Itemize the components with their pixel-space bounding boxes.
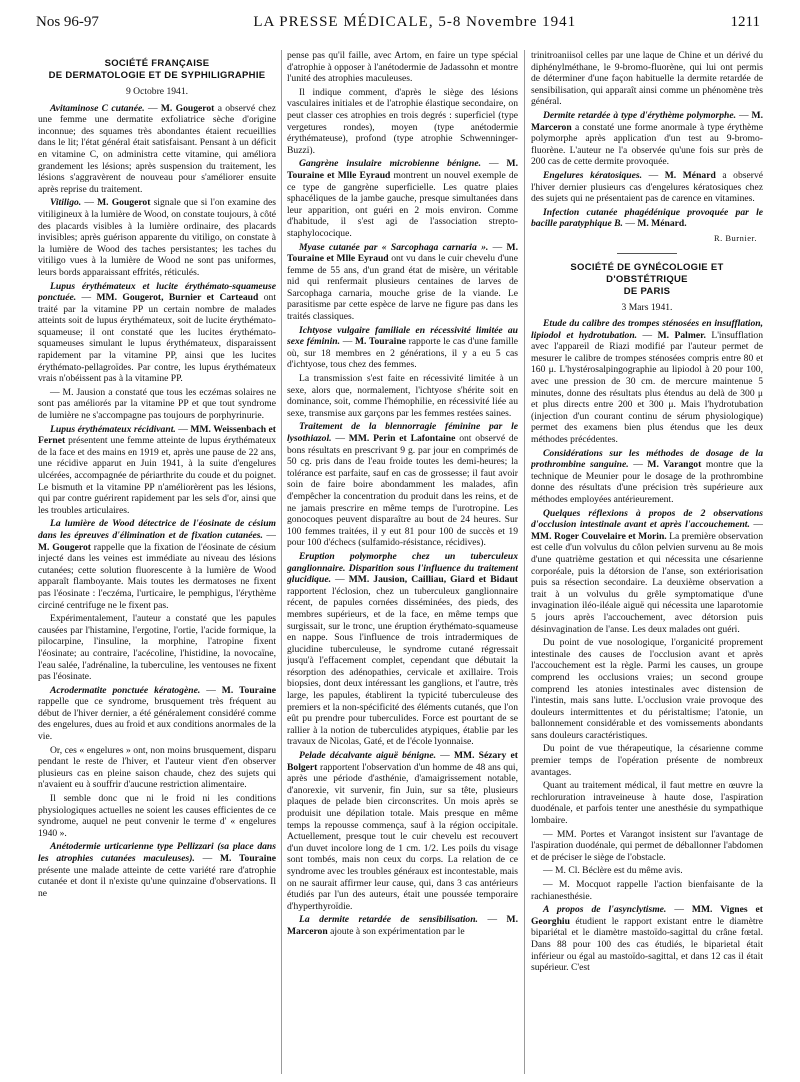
article-text: présentent une femme atteinte de lupus érythémateux de la face et des mains en 1919 et, après une pause de 22 ans, une récidive apparut en Juin 1941, à la suite d'engelures ulcérées, accompagnée de périarthrite du coude et du poignet. Le bismuth et la vitamine PP n'améliorèrent pas les lésions, qui par contre guérirent rapidement par les sels d'or, ainsi que les troubles articulaires. [38, 435, 276, 516]
article-text: rapporte le cas d'une famille où, sur 18 membres en 2 générations, il y a eu 5 cas d'ichtyose, tous chez des femmes. [287, 336, 518, 371]
article-text: rapportent l'éclosion, chez un tuberculeux ganglionnaire récent, de papules cornées disséminées, des pieds, des membres supérieurs, et de la face, en même temps que surgissait, sur le tronc, une éruption érythémato-squameuse en nappe. Sous l'influence de trois intradermiques de glucidine tuberculeuse, le syndrome cutané régressait jusqu'à l'effacement complet, cependant que débutait la résorption des adénopathies, cervicale et axillaire. Trois biopsies, dont deux intéressant les ganglions, et l'autre, très large, les papules, établirent la typicité tuberculeuse des premiers et la non-spécificité des éléments cutanés, que l'on eût pu prendre pour tuberculides. Force est pourtant de se rallier à la notion de tuberculides atypiques, établie par les travaux de Nicolas, Gaté, et de l'école lyonnaise. [287, 585, 518, 748]
article-paragraph: — MM. Portes et Varangot insistent sur l'avantage de l'aspiration duodénale, qui permet de déballonner l'abdomen et de préciser le siège de l'obstacle. [531, 828, 763, 863]
article-paragraph: Il semble donc que ni le froid ni les conditions physiologiques actuelles ne soient les causes efficientes de ce syndrome, auquel ne peut convenir le terme d' « engelures 1940 ». [38, 793, 276, 839]
article-author: M. Palmer. [657, 329, 706, 341]
article-text: ont observé de bons résultats en prescrivant 9 g. par jour en comprimés de 50 cg. pris dans de l'eau froide toutes les demi-heures; la tolérance est parfaite, sauf en cas de grossesse; il faut avoir soin de faire boire abondamment les malades, afin d'empêcher la concentration du produit dans les reins, et de ne jamais prescrire en même temps de l'urotropine. Les gonocoques peuvent disparaître au bout de 24 heures. Sur 100 femmes traitées, il y eut 81 pour 100 de succès et 19 pour 100 d'échecs (sulfamido-résistance, récidives). [287, 433, 518, 549]
article: Considérations sur les méthodes de dosage de la prothrombine sanguine. — M. Varangot montre que la technique de Meunier pour le dosage de la prothrombine donne des résultats d'une précision très supérieure aux méthodes employées antérieurement. [531, 447, 763, 505]
article-text: L'insufflation avec l'appareil de Riazi modifié par l'auteur permet de mesurer le calibre de trompes sténosées compris entre 80 et 160 μ. L'hystérosalpingographie au lipiodol à 20 pour 100, avec une pression de 30 cm. de mercure maintenue 5 minutes, donne des résultats plus étendus au delà de 300 μ et plus directs entre 200 et 300 μ. Mais l'hydrotubation (injection d'un courant continu de sérum physiologique) permet des examens bien plus étendus que les deux méthodes précédentes. [531, 329, 763, 446]
article-heading: Myase cutanée par « Sarcophaga carnaria ». [299, 241, 489, 253]
column-divider [524, 50, 525, 1074]
article-heading: Lupus érythémateux récidivant. [50, 423, 176, 435]
article-heading: Etude du calibre des trompes sténosées en insufflation, lipiodol et hydrotubation. [531, 318, 763, 341]
article-author: M. Touraine et Mlle Eyraud [287, 241, 518, 265]
article-text: rappelle que ce syndrome, brusquement très fréquent au début de l'hiver dernier, a été généralement considéré comme des engelures, dues au froid et aux conditions anormales de la vie. [38, 696, 276, 743]
article-text: signale que si l'on examine des vitiligineux à la lumière de Wood, on constate toujours, à côté des placards visibles à la lumière ordinaire, des placards invisibles; après guérison apparente du vitiligo, on constate à la lumière de Wood des taches persistantes; les taches du vitiligo vues à la lumière de Wood ne sont pas uniformes, leurs bords apparaissant effrités, réticulés. [38, 197, 276, 278]
article-heading: Traitement de la blennorragie féminine par le lysothiazol. [287, 421, 518, 444]
article-paragraph: Or, ces « engelures » ont, non moins brusquement, disparu pendant le reste de l'hiver, et l'auteur vient d'en observer plusieurs cas en pleine saison chaude, chez des sujets qui n'avaient eu à souffrir d'aucune restriction alimentaire. [38, 744, 276, 791]
article: Quelques réflexions à propos de 2 observations d'occlusion intestinale avant et après l'accouchement. — MM. Roger Couvelaire et Morin. La première observation est celle d'un volvulus du côlon pelvien survenu au 8e mois d'une quatrième gestation et qui nécessita une césarienne corporéale, puis la détorsion de l'anse, son extériorisation puis sa résection secondaire. La deuxième observation a trait à un volvulus du grêle symptomatique d'une invagination iléo-iléale aiguë qui nécessita une laparotomie 5 jours après l'accouchement, avec détorsion puis désinvagination de l'anse. Les deux malades ont guéri. [531, 507, 763, 635]
article-author: MM. Roger Couvelaire et Morin. [531, 530, 667, 542]
article-heading: Lupus érythémateux et lucite érythémato-squameuse ponctuée. [38, 280, 276, 304]
article-paragraph: trinitroaniisol celles par une laque de Chine et un dérivé du diphénylméthane, le 9-bromo-fluorène, qui lui ont permis de déterminer d'une façon habituelle la dermite retardée de sensibilisation, qui apparaît ainsi comme un phénomène très général. [531, 50, 763, 108]
article-author: M. Ménard [664, 169, 716, 181]
society-heading [531, 262, 763, 298]
article-heading: La lumière de Wood détectrice de l'éosinate de césium dans les épreuves d'élimination et de fixation cutanées. [38, 518, 276, 541]
article-author: M. Touraine [219, 853, 276, 864]
column-1 [38, 50, 276, 1078]
article: Avitaminose C cutanée. — M. Gougerot a observé chez une femme une dermatite exfoliatrice sèche d'origine inconnue; des squames très abondantes étaient recueillies dans le lit; l'état général était satisfaisant. Pensant à un déficit en vitamine C, on administra cette vitamine, qui améliora grandement les lésions; après suspension du traitement, les lésions s'aggravèrent de nouveau pour s'améliorer ensuite après reprise du traitement. [38, 102, 276, 195]
article: Engelures kératosiques. — M. Ménard a observé l'hiver dernier plusieurs cas d'engelures kératosiques chez des sujets qui ne présentaient pas de carence en vitamines. [531, 169, 763, 205]
article: Ichtyose vulgaire familiale en récessivité limitée au sexe féminin. — M. Touraine rapporte le cas d'une famille où, sur 18 membres en 2 générations, il y a eu 5 cas d'ichtyose, tous chez des femmes. [287, 324, 518, 371]
article-text: montre que la technique de Meunier pour le dosage de la prothrombine donne des résultats d'une précision très supérieure aux méthodes employées antérieurement. [531, 459, 763, 505]
article-heading: A propos de l'asynclytisme. [543, 904, 667, 916]
article-paragraph: Du point de vue thérapeutique, la césarienne comme premier temps de l'opération présente de nombreux avantages. [531, 743, 763, 778]
article-text: ajoute à son expérimentation par le [330, 925, 465, 937]
column-3 [531, 50, 763, 1078]
article: La dermite retardée de sensibilisation. — M. Marceron ajoute à son expérimentation par le [287, 914, 518, 937]
article-heading: Gangrène insulaire microbienne bénigne. [299, 158, 481, 170]
article: Pelade décalvante aiguë bénigne. — MM. Sézary et Bolgert rapportent l'observation d'un homme de 48 ans qui, après une période d'asthénie, d'amaigrissement notable, d'anorexie, vit survenir, fin Juin, sur sa tête, plusieurs plaques de pelade bien circonscrites. Un mois après se produisit une dépilation totale. Mais presque en même temps la repousse commença, sauf à la région occipitale. Actuellement, presque tout le cuir chevelu est recouvert d'un duvet incolore long de 1 cm. 1/2. Les poils du visage sont tombés, mais non ceux du corps. La relation de ce syndrome avec les troubles généraux est incontestable, mais on ne saurait affirmer leur cause, qui, dans 3 cas antérieurs étudiés par l'un des auteurs, était une poussée temporaire d'hyperthyroïdie. [287, 750, 518, 912]
article-paragraph: pense pas qu'il faille, avec Artom, en faire un type spécial d'atrophie à opposer à l'anétodermie de Jadassohn et montre l'unité des atrophies maculeuses. [287, 50, 518, 85]
article: Eruption polymorphe chez un tuberculeux ganglionnaire. Disparition sous l'influence du traitement glucidique. — MM. Jausion, Cailliau, Giard et Bidaut rapportent l'éclosion, chez un tuberculeux ganglionnaire récent, de papules cornées disséminées, des pieds, des membres supérieurs, et de la face, en même temps que surgissait, sur le tronc, une éruption érythémato-squameuse en nappe. Sous l'influence de trois intradermiques de glucidine tuberculeuse, le syndrome cutané régressait jusqu'à l'effacement complet, cependant que débutait la résorption des adénopathies, cervicale et axillaire. Trois biopsies, dont deux intéressant les ganglions, et l'autre, très large, les papules, établirent la typicité tuberculeuse des premiers et la non-spécificité des éléments cutanés, que l'on eût pu prendre pour tuberculides. Force est pourtant de se rallier à la notion de tuberculides atypiques, établie par les travaux de Nicolas, Gaté, et de l'école lyonnaise. [287, 550, 518, 748]
article: Gangrène insulaire microbienne bénigne. — M. Touraine et Mlle Eyraud montrent un nouvel exemple de ce type de gangrène superficielle. Les quatre plaies sphacéliques de la jambe gauche, presque simultanées dans leur apparition, ont guéri en 2 mois environ. Comme d'habitude, il s'est agi de l'association strepto-staphylococique. [287, 158, 518, 239]
article-author: M. Marceron [287, 914, 518, 937]
article: Lupus érythémateux et lucite érythémato-squameuse ponctuée. — MM. Gougerot, Burnier et Carteaud ont traité par la vitamine PP un certain nombre de malades atteints soit de lupus érythémateux, soit de lucite érythémato-squameuse; il ont constaté que les lucites érythémato-squameuses simulant le lupus érythémateux, disparaissent rapidement par la vitamine PP, ainsi que les lucites érythémato-pellagroïdes. Par contre, les lupus érythémateux vrais n'obéissent pas à la vitamine PP. [38, 280, 276, 385]
article-author: MM. Weissenbach et Fernet [38, 423, 276, 447]
section-separator [617, 253, 677, 254]
society-heading [38, 58, 276, 82]
article-text: étudient le rapport existant entre le diamètre bipariétal et le diamètre mastoïdo-sagittal du crâne fœtal. Dans 88 pour 100 des cas étudiés, le biparietal était inférieur ou égal au mastoïdo-sagittal, et dans 12 cas il était supérieur. C'est [531, 915, 763, 974]
article: Lupus érythémateux récidivant. — MM. Weissenbach et Fernet présentent une femme atteinte de lupus érythémateux de la face et des mains en 1919 et, après une pause de 22 ans, une récidive apparut en Juin 1941, à la suite d'engelures ulcérées, accompagnée de périarthrite du coude et du poignet. Le bismuth et la vitamine PP n'améliorèrent pas les lésions, qui par contre guérirent rapidement par les sels d'or, ainsi que les troubles articulaires. [38, 423, 276, 516]
article-paragraph: La transmission s'est faite en récessivité limitée à un sexe, alors que, normalement, l'ichtyose s'hérite soit en dominance, soit, comme l'hémophilie, en récessivité liée au sexe, transmise aux garçons par les femmes restées saines. [287, 373, 518, 419]
masthead [36, 8, 760, 36]
article-author: M. Varangot [647, 459, 702, 471]
article-text: ont vu dans le cuir chevelu d'une femme de 55 ans, d'un grand état de misère, un véritable nid qui renfermait plusieurs centaines de larves de Sarcophaga carnaria, mouche grise de la viande. Le parasitisme par cette espèce de larve ne figure pas dans les traités classiques. [287, 253, 518, 323]
article-text: montrent un nouvel exemple de ce type de gangrène superficielle. Les quatre plaies sphacéliques de la jambe gauche, presque simultanées dans leur apparition, ont guéri en 2 mois environ. Comme d'habitude, il s'est agi de l'association strepto-staphylococique. [287, 169, 518, 239]
article-author: M. Touraine [355, 336, 406, 348]
article-paragraph: — M. Mocquot rappelle l'action bienfaisante de la rachianesthésie. [531, 879, 763, 902]
article-author: MM. Gougerot, Burnier et Carteaud [96, 292, 259, 304]
article-heading: Quelques réflexions à propos de 2 observations d'occlusion intestinale avant et après l'accouchement. [531, 507, 763, 531]
article: Dermite retardée à type d'érythème polymorphe. — M. Marceron a constaté une forme anormale à type érythème polymorphe après application d'un test au 9-bromo-fluorène. L'auteur ne l'a observée qu'une fois sur près de 200 cas de cette dermite provoquée. [531, 109, 763, 168]
article-paragraph: Quant au traitement médical, il faut mettre en œuvre la rechloruration intraveineuse à haute dose, l'aspiration duodénale, et parfois tenter une anesthésie du sympathique lombaire. [531, 780, 763, 827]
article-heading: Anétodermie urticarienne type Pellizzari (sa place dans les atrophies cutanées maculeuses). [38, 841, 276, 864]
article-heading: Vitiligo. [50, 197, 82, 209]
session-date: 9 Octobre 1941. [125, 86, 189, 97]
article-author: M. Ménard. [637, 218, 687, 230]
article: Traitement de la blennorragie féminine par le lysothiazol. — MM. Perin et Lafontaine ont observé de bons résultats en prescrivant 9 g. par jour en comprimés de 50 cg. pris dans de l'eau froide toutes les demi-heures; la tolérance est parfaite, sauf en cas de grossesse; il faut avoir soin de faire boire abondamment les malades, afin d'empêcher la concentration du produit dans les reins, et de ne jamais prescrire en même temps de l'urotropine. Les gonocoques peuvent disparaître au bout de 24 heures. Sur 100 femmes traitées, il y eut 81 pour 100 de succès et 19 pour 100 d'échecs (sulfamido-résistance, récidives). [287, 421, 518, 549]
article-author: M. Touraine et Mlle Eyraud [287, 158, 518, 181]
article-text: rapportent l'observation d'un homme de 48 ans qui, après une période d'asthénie, d'amaigrissement notable, d'anorexie, vit survenir, fin Juin, sur sa tête, plusieurs plaques de pelade bien circonscrites. Un mois après se produisit une dépilation totale. Mais presque en même temps la repousse commença, sauf à la région occipitale. Actuellement, presque tout le cuir chevelu est recouvert d'un duvet incolore long de 1 cm. 1/2. Les poils du visage sont tombés, mais non ceux du corps. La relation de ce syndrome avec les troubles généraux est incontestable, mais on ne saurait affirmer leur cause, qui, dans 3 cas antérieurs étudiés par l'un des auteurs, était une poussée temporaire d'hyperthyroïdie. [287, 761, 518, 912]
society-heading-line: DE DERMATOLOGIE ET DE SYPHILIGRAPHIE [48, 70, 266, 81]
column-2 [287, 50, 518, 1078]
article-paragraph: Du point de vue nosologique, l'organicité proprement intestinale des causes de l'occlusion avant et après l'accouchement est la règle. Parmi les causes, un groupe comprend les occlusions vraies; un second groupe comprend les atonies intestinales avec distension de l'intestin, mais sans lutte. L'occlusion vraie provoque des douleurs intermittentes et du péristaltisme; l'atonie, un ballonnement considérable et des vomissements abondants sans douleurs caractéristiques. [531, 637, 763, 741]
article-author: MM. Vignes et Georghiu [531, 904, 763, 927]
article-author: M. Gougerot [38, 541, 91, 553]
article-paragraph: — M. Cl. Béclère est du même avis. [543, 865, 683, 877]
article-heading: Ichtyose vulgaire familiale en récessivité limitée au sexe féminin. [287, 324, 518, 348]
issue-number: Nos 96-97 [36, 13, 99, 30]
article-heading: La dermite retardée de sensibilisation. [299, 914, 478, 926]
article-author: M. Marceron [531, 109, 763, 133]
article-author: M. Touraine [221, 684, 276, 696]
article-author: M. Gougerot [97, 197, 151, 209]
article-text: a observé l'hiver dernier plusieurs cas d'engelures kératosiques chez des sujets qui ne présentaient pas de carence en vitamines. [531, 169, 763, 205]
article-paragraph: — M. Jausion a constaté que tous les eczémas solaires ne sont pas améliorés par la vitamine PP et que tout syndrome de lumière ne s'accompagne pas toujours de porphyrinurie. [38, 386, 276, 422]
article-author: M. Gougerot [160, 102, 215, 114]
society-heading-line: SOCIÉTÉ FRANÇAISE [104, 58, 210, 69]
article-paragraph: Il indique comment, d'après le siège des lésions vasculaires initiales et de l'atrophie élastique secondaire, on peut classer ces atrophies en trois degrés : superficiel (type vergetures rondes), moyen (type anétodermie érythémateuse), profond (type atrophie Schwenninger-Buzzi). [287, 86, 518, 156]
article-heading: Eruption polymorphe chez un tuberculeux ganglionnaire. Disparition sous l'influence du traitement glucidique. [287, 550, 518, 586]
article-text: La première observation est celle d'un volvulus du côlon pelvien survenu au 8e mois d'une quatrième gestation et qui nécessita une césarienne corporéale, puis la détorsion de l'anse, son extériorisation puis sa résection secondaire. La deuxième observation a trait à un volvulus du grêle symptomatique d'une invagination iléo-iléale aiguë qui nécessita une laparotomie 5 jours après l'accouchement, avec détorsion puis désinvagination de l'anse. Les deux malades ont guéri. [531, 530, 763, 635]
page-number: 1211 [730, 13, 760, 30]
signature: R. Burnier. [713, 232, 757, 243]
article-heading: Considérations sur les méthodes de dosage de la prothrombine sanguine. [531, 447, 763, 471]
article: Myase cutanée par « Sarcophaga carnaria ». — M. Touraine et Mlle Eyraud ont vu dans le cuir chevelu d'une femme de 55 ans, d'un grand état de misère, un véritable nid qui renfermait plusieurs centaines de larves de Sarcophaga carnaria, mouche grise de la viande. Le parasitisme par cette espèce de larve ne figure pas dans les traités classiques. [287, 241, 518, 323]
article-paragraph: Expérimentalement, l'auteur a constaté que les papules causées par l'histamine, l'ergotine, l'ortie, l'acide formique, la pilocarpine, l'insuline, la morphine, l'atropine fixent l'éosinate; au contraire, l'acécoline, l'histidine, la novocaïne, l'eau salée, l'adrénaline, la tuberculine, les ventouses ne fixent pas l'éosinate. [38, 613, 276, 683]
article-heading: Dermite retardée à type d'érythème polymorphe. [543, 109, 737, 121]
article-heading: Pelade décalvante aiguë bénigne. [299, 750, 436, 762]
article: Etude du calibre des trompes sténosées en insufflation, lipiodol et hydrotubation. — M. Palmer. L'insufflation avec l'appareil de Riazi modifié par l'auteur permet de mesurer le calibre de trompes sténosées compris entre 80 et 160 μ. L'hystérosalpingographie au lipiodol à 20 pour 100, avec une pression de 30 cm. de mercure maintenue 5 minutes, donne des résultats plus étendus au delà de 300 μ et plus directs entre 200 et 300 μ. Mais l'hydrotubation (injection d'un courant continu de sérum physiologique) permet des examens bien plus étendus que les deux méthodes précédentes. [531, 318, 763, 446]
article-text: rappelle que la fixation de l'éosinate de césium injecté dans les veines est immédiate au niveau des lésions cutanées; cette solution fluorescente à la lumière de Wood apparaît flamboyante. Mais toutes les dermatoses ne fixent pas l'éosinate : l'eczéma, l'urticaire, le pemphigus, l'érythème circiné centrifuge ne le fixent pas. [38, 541, 276, 611]
article-author: MM. Sézary et Bolgert [287, 750, 518, 773]
article: La lumière de Wood détectrice de l'éosinate de césium dans les épreuves d'élimination et de fixation cutanées. — M. Gougerot rappelle que la fixation de l'éosinate de césium injecté dans les veines est immédiate au niveau des lésions cutanées; cette solution fluorescente à la lumière de Wood apparaît flamboyante. Mais toutes les dermatoses ne fixent pas l'éosinate : l'eczéma, l'urticaire, le pemphigus, l'érythème circiné centrifuge ne le fixent pas. [38, 518, 276, 611]
article: Acrodermatite ponctuée kératogène. — M. Touraine rappelle que ce syndrome, brusquement très fréquent au début de l'hiver dernier, a été généralement considéré comme des engelures, dues au froid et aux conditions anormales de la vie. [38, 684, 276, 743]
session-date: 3 Mars 1941. [621, 301, 673, 313]
article-heading: Engelures kératosiques. [543, 169, 643, 181]
article-text: a observé chez une femme une dermatite exfoliatrice sèche d'origine inconnue; des squames très abondantes étaient recueillies dans le lit; l'état général était satisfaisant. Pensant à un déficit en vitamine C, on administra cette vitamine, qui améliora grandement les lésions; après suspension du traitement, les lésions s'aggravèrent de nouveau pour s'améliorer ensuite après reprise du traitement. [38, 102, 276, 195]
society-heading-line: SOCIÉTÉ DE GYNÉCOLOGIE ET D'OBSTÉTRIQUE [570, 261, 724, 285]
article-text: a constaté une forme anormale à type érythème polymorphe après application d'un test au 9-bromo-fluorène. L'auteur ne l'a observée qu'une fois sur près de 200 cas de cette dermite provoquée. [531, 121, 763, 168]
article-heading: Infection cutanée phagédénique provoquée par le bacille paratyphique B. [531, 206, 763, 230]
article-heading: Avitaminose C cutanée. [50, 102, 145, 114]
article-text: ont traité par la vitamine PP un certain nombre de malades atteints soit de lupus érythémateux, soit de lucite érythémato-squameuse; il ont constaté que les lucites érythémato-squameuses simulant le lupus érythémateux, disparaissent rapidement par la vitamine PP, ainsi que les lucites érythémato-pellagroïdes. Par contre, les lupus érythémateux vrais n'obéissent pas à la vitamine PP. [38, 292, 276, 385]
article-author: MM. Jausion, Cailliau, Giard et Bidaut [348, 574, 518, 586]
article: Anétodermie urticarienne type Pellizzari (sa place dans les atrophies cutanées maculeuses). — M. Touraine présente une malade atteinte de cette variété rare d'atrophie cutanée et dont il n'existe qu'une quinzaine d'observations. Il ne [38, 841, 276, 899]
article-heading: Acrodermatite ponctuée kératogène. [50, 684, 201, 696]
article-text: présente une malade atteinte de cette variété rare d'atrophie cutanée et dont il n'existe qu'une quinzaine d'observations. Il ne [38, 864, 276, 899]
article-author: MM. Perin et Lafontaine [348, 433, 456, 444]
society-heading-line: DE PARIS [623, 285, 671, 297]
article: Vitiligo. — M. Gougerot signale que si l'on examine des vitiligineux à la lumière de Wood, on constate toujours, à côté des placards visibles à la lumière ordinaire, des placards invisibles; après guérison apparente du vitiligo, on constate à la lumière de Wood des taches persistantes; les taches du vitiligo vues à la lumière de Wood ne sont pas uniformes, leurs bords apparaissant effrités, réticulés. [38, 197, 276, 278]
column-divider [281, 50, 282, 1074]
article: Infection cutanée phagédénique provoquée par le bacille paratyphique B. — M. Ménard. [531, 206, 763, 230]
journal-title: LA PRESSE MÉDICALE, 5-8 Novembre 1941 [253, 13, 577, 30]
article: A propos de l'asynclytisme. — MM. Vignes et Georghiu étudient le rapport existant entre le diamètre bipariétal et le diamètre mastoïdo-sagittal du crâne fœtal. Dans 88 pour 100 des cas étudiés, le biparietal était inférieur ou égal au mastoïdo-sagittal, et dans 12 cas il était supérieur. C'est [531, 904, 763, 974]
